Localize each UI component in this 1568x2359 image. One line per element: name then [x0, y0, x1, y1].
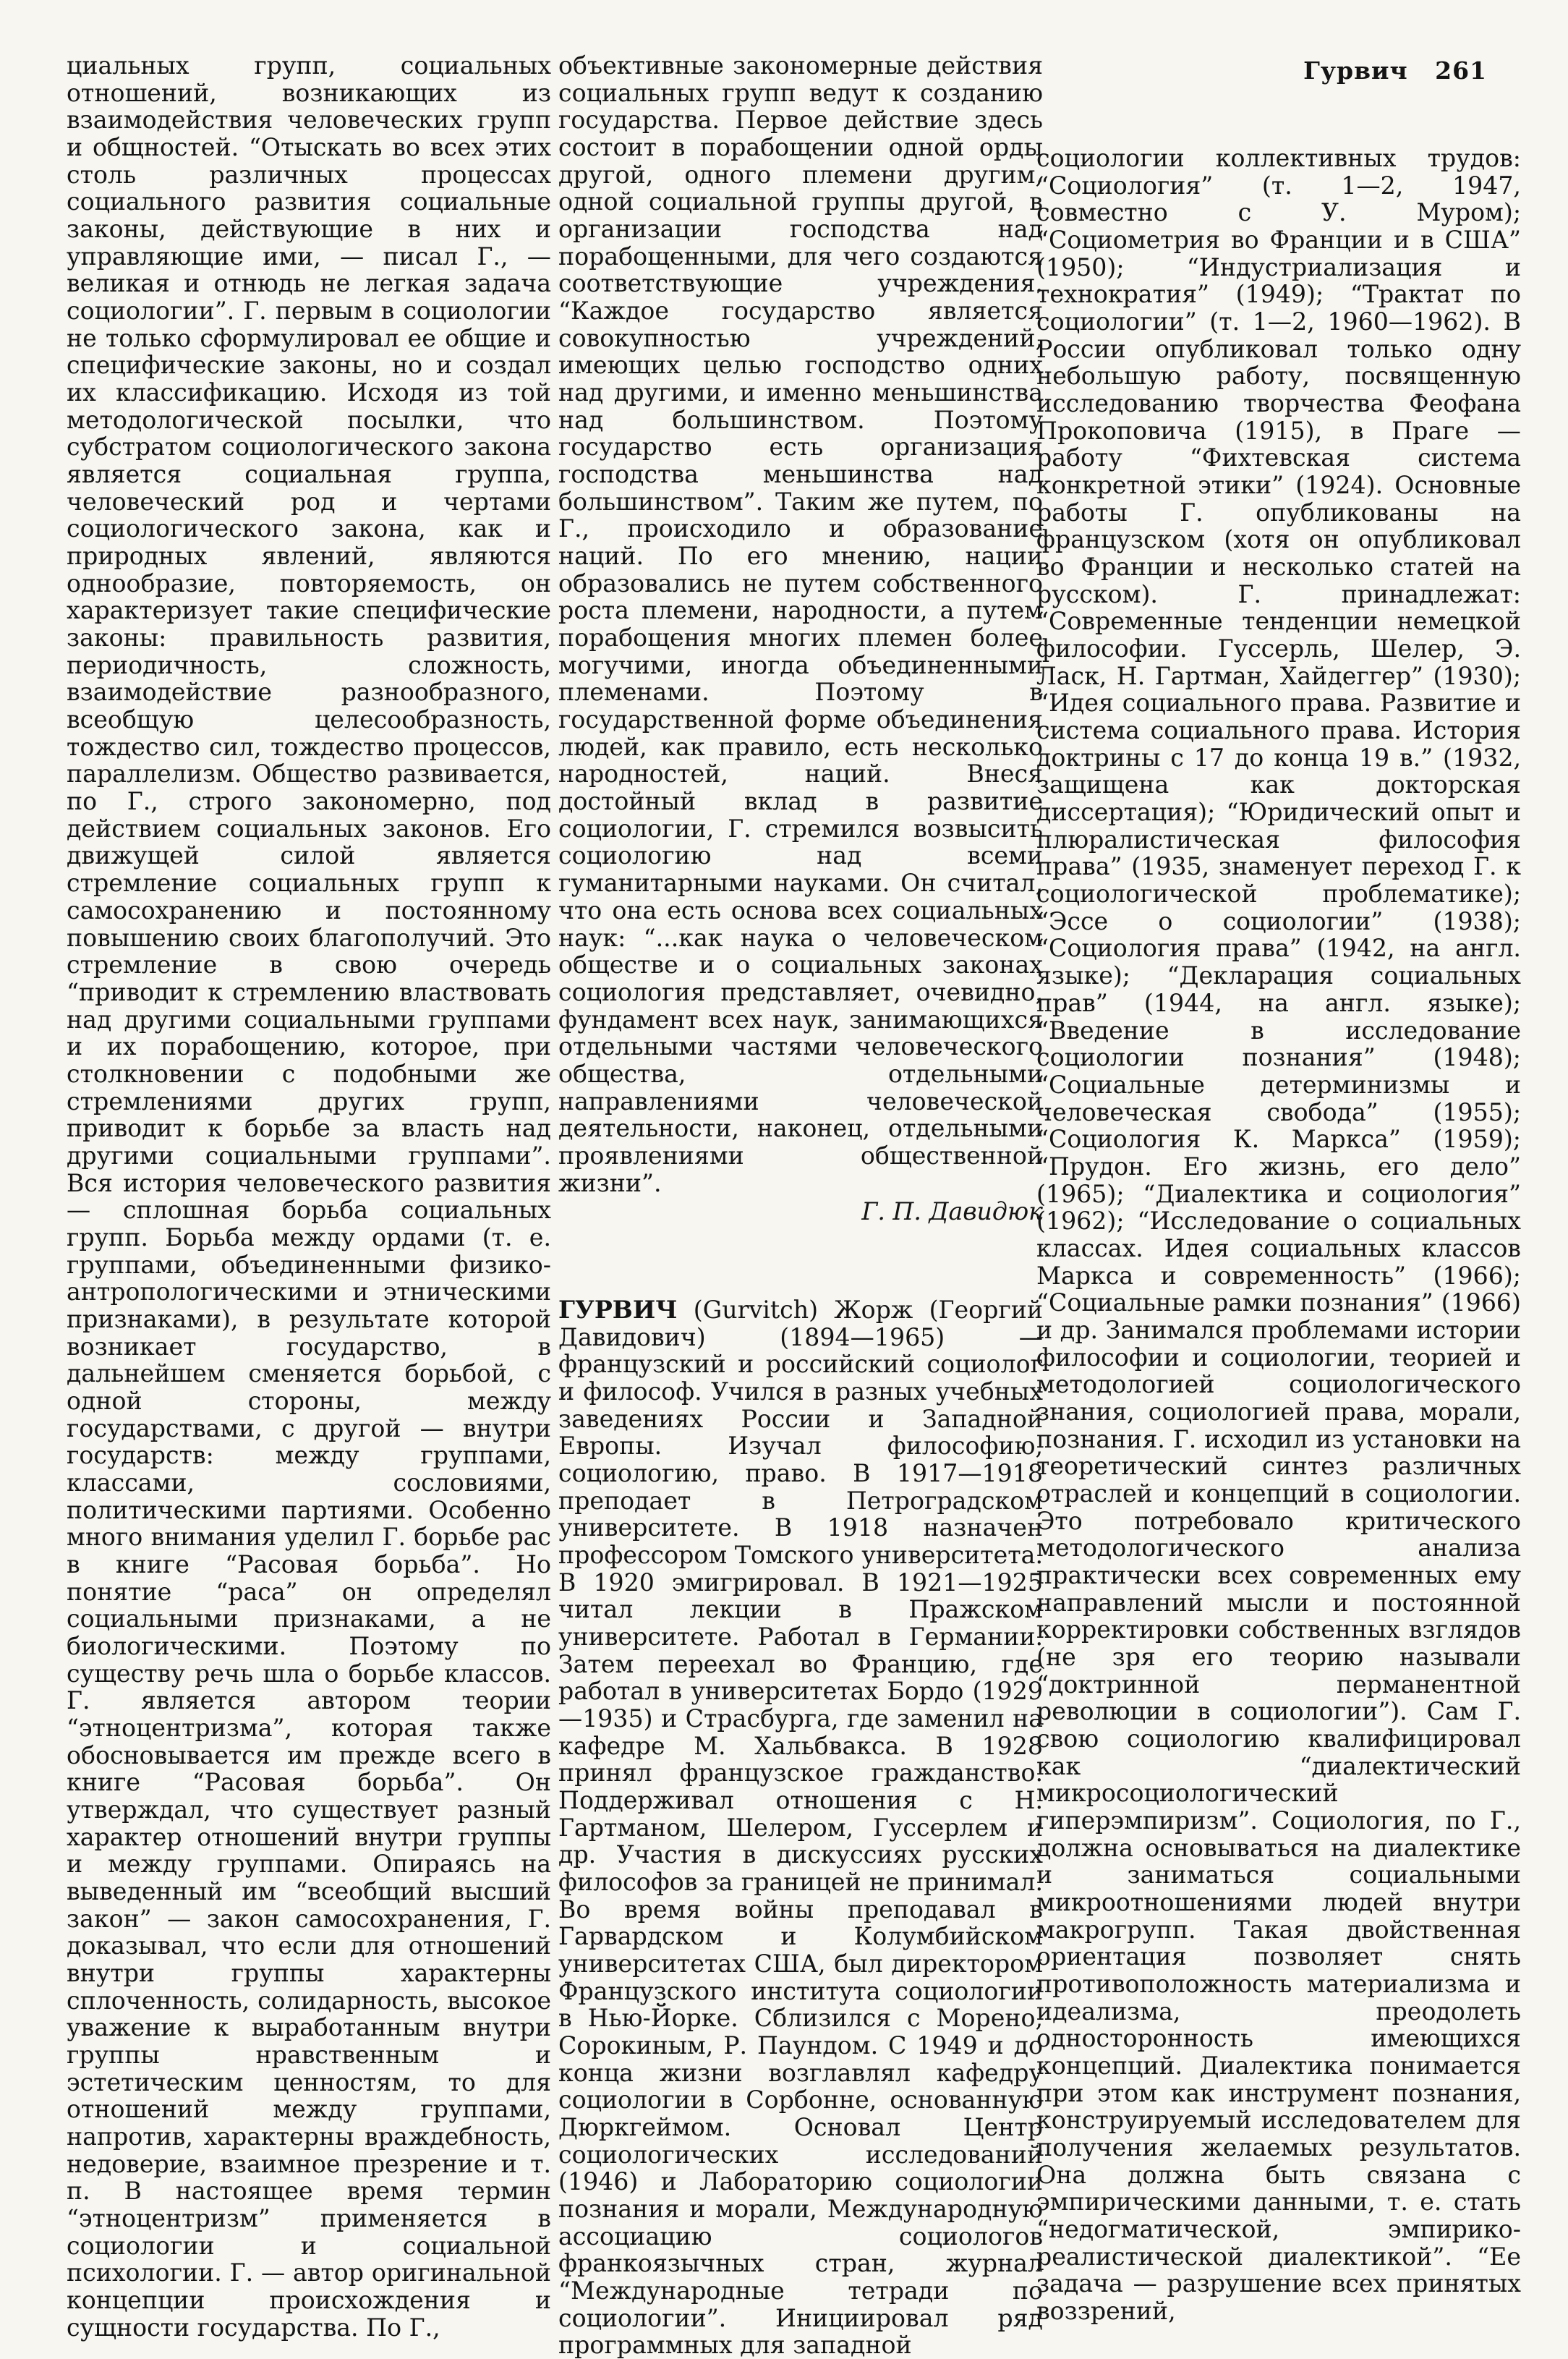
column-2-text: объективные закономерные действия социальных групп ведут к созданию государства. Первое действие здесь состоит в порабощении одной орды другой, одного племени другим, одной социальной группы другой, в организации господства над порабощенными, для чего создаются соответствующие учреждения. “Каждое государство является совокупностью учреждений, имеющих целью господство одних над другими, и именно меньшинства над большинством. Поэтому государство есть организация господства меньшинства над большинством”. Таким же путем, по Г., происходило и образование наций. По его мнению, нации образовались не путем собственного роста племени, народности, а путем порабощения многих племен более могучими, иногда объединенными племенами. Поэтому в государственной форме объединения людей, как правило, есть несколько народностей, наций. Внеся достойный вклад в развитие социологии, Г. стремился возвысить социологию над всеми гуманитарными науками. Он считал, что она есть основа всех социальных наук: “...как наука о человеческом обществе и о социальных законах социология представляет, очевидно, фундамент всех наук, занимающихся отдельными частями человеческого общества, отдельными направлениями человеческой деятельности, наконец, отдельными проявлениями общественной жизни”.: [558, 51, 1043, 1197]
text-column-1: [67, 52, 551, 2341]
entry-headword: ГУРВИЧ: [558, 1295, 678, 1324]
text-column-2: [558, 52, 1043, 2359]
entry-text: (Gurvitch) Жорж (Георгий Давидович) (1894—1965) — французский и российский социолог и философ. Учился в разных учебных заведениях России и Западной Европы. Изучал философию, социологию, право. В 1917—1918 преподает в Петроградском университете. В 1918 назначен профессором Томского университета. В 1920 эмигрировал. В 1921—1925 читал лекции в Пражском университете. Работал в Германии. Затем переехал во Францию, где работал в университетах Бордо (1929—1935) и Страсбурга, где заменил на кафедре М. Хальбвакса. В 1928 принял французское гражданство. Поддерживал отношения с Н. Гартманом, Шелером, Гуссерлем и др. Участия в дискуссиях русских философов за границей не принимал. Во время войны преподавал в Гарвардском и Колумбийском университетах США, был директором Французского института социологии в Нью-Йорке. Сблизился с Морено, Сорокиным, Р. Паундом. С 1949 и до конца жизни возглавлял кафедру социологии в Сорбонне, основанную Дюркгеймом. Основал Центр социологических исследований (1946) и Лабораторию социологии познания и морали, Международную ассоциацию социологов франкоязычных стран, журнал “Международные тетради по социологии”. Инициировал ряд программных для западной: [558, 1295, 1043, 2359]
column-1-text: циальных групп, социальных отношений, возникающих из взаимодействия человеческих групп и общностей. “Отыскать во всех этих столь различных процессах социального развития социальные законы, действующие в них и управляющие ими, — писал Г., — великая и отнюдь не легкая задача социологии”. Г. первым в социологии не только сформулировал ее общие и специфические законы, но и создал их классификацию. Исходя из той методологической посылки, что субстратом социологического закона является социальная группа, человеческий род и чертами социологического закона, как и природных явлений, являются однообразие, повторяемость, он характеризует такие специфические законы: правильность развития, периодичность, сложность, взаимодействие разнообразного, всеобщую целесообразность, тождество сил, тождество процессов, параллелизм. Общество развивается, по Г., строго закономерно, под действием социальных законов. Его движущей силой является стремление социальных групп к самосохранению и постоянному повышению своих благополучий. Это стремление в свою очередь “приводит к стремлению властвовать над другими социальными группами и их порабощению, которое, при столкновении с подобными же стремлениями других групп, приводит к борьбе за власть над другими социальными группами”. Вся история человеческого развития — сплошная борьба социальных групп. Борьба между ордами (т. е. группами, объединенными физико-антропологическими и этническими признаками), в результате которой возникает государство, в дальнейшем сменяется борьбой, с одной стороны, между государствами, с другой — внутри государств: между группами, классами, сословиями, политическими партиями. Особенно много внимания уделил Г. борьбе рас в книге “Расовая борьба”. Но понятие “раса” он определял социальными признаками, а не биологическими. Поэтому по существу речь шла о борьбе классов. Г. является автором теории “этноцентризма”, которая также обосновывается им прежде всего в книге “Расовая борьба”. Он утверждал, что существует разный характер отношений внутри группы и между группами. Опираясь на выведенный им “всеобщий высший закон” — закон самосохранения, Г. доказывал, что если для отношений внутри группы характерны сплоченность, солидарность, высокое уважение к выработанным внутри группы нравственным и эстетическим ценностям, то для отношений между группами, напротив, характерны враждебность, недоверие, взаимное презрение и т. п. В настоящее время термин “этноцентризм” применяется в социологии и социальной психологии. Г. — автор оригинальной концепции происхождения и сущности государства. По Г.,: [67, 51, 551, 2342]
running-head: Гурвич 261: [1303, 56, 1487, 85]
column-3-text: социологии коллективных трудов: “Социология” (т. 1—2, 1947, совместно с У. Муром); “Социометрия во Франции и в США” (1950); “Индустриализация и технократия” (1949); “Трактат по социологии” (т. 1—2, 1960—1962). В России опубликовал только одну небольшую работу, посвященную исследованию творчества Феофана Прокоповича (1915), в Праге — работу “Фихтевская система конкретной этики” (1924). Основные работы Г. опубликованы на французском (хотя он опубликовал во Франции и несколько статей на русском). Г. принадлежат: “Современные тенденции немецкой философии. Гуссерль, Шелер, Э. Ласк, Н. Гартман, Хайдеггер” (1930); “Идея социального права. Развитие и система социального права. История доктрины с 17 до конца 19 в.” (1932, защищена как докторская диссертация); “Юридический опыт и плюралистическая философия права” (1935, знаменует переход Г. к социологической проблематике); “Эссе о социологии” (1938); “Социология права” (1942, на англ. языке); “Декларация социальных прав” (1944, на англ. языке); “Введение в исследование социологии познания” (1948); “Социальные детерминизмы и человеческая свобода” (1955); “Социология К. Маркса” (1959); “Прудон. Его жизнь, его дело” (1965); “Диалектика и социология” (1962); “Исследование о социальных классах. Идея социальных классов Маркса и современность” (1966); “Социальные рамки познания” (1966) и др. Занимался проблемами истории философии и социологии, теорией и методологией социологического знания, социологией права, морали, познания. Г. исходил из установки на теоретический синтез различных отраслей и концепций в социологии. Это потребовало критического методологического анализа практически всех современных ему направлений мысли и постоянной корректировки собственных взглядов (не зря его теорию называли “доктринной перманентной революции в социологии”). Сам Г. свою социологию квалифицировал как “диалектический микросоциологический гиперэмпиризм”. Социология, по Г., должна основываться на диалектике и заниматься социальными микроотношениями людей внутри макрогрупп. Такая двойственная ориентация позволяет снять противоположность материализма и идеализма, преодолеть односторонность имеющихся концепций. Диалектика понимается при этом как инструмент познания, конструируемый исследователем для получения желаемых результатов. Она должна быть связана с эмпирическими данными, т. е. стать “недогматической, эмпирико-реалистической диалектикой”. “Ее задача — разрушение всех принятых воззрений,: [1036, 144, 1521, 2326]
text-column-3: [1036, 144, 1521, 2326]
entry-gurvich: [558, 1296, 1043, 2359]
author-signature: Г. П. Давидюк: [861, 1197, 1043, 1226]
